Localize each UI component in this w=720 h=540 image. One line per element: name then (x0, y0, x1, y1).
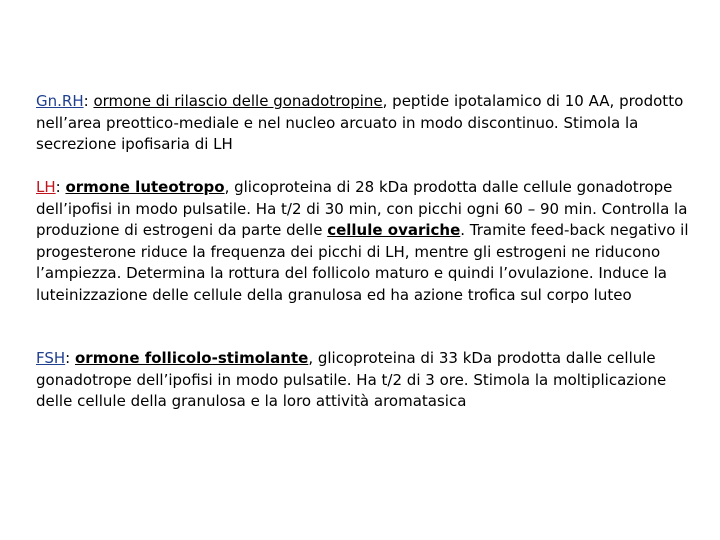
gnrh-colon: : (83, 92, 94, 110)
fsh-colon: : (65, 349, 75, 367)
lh-description-part2: . Tramite feed-back negativo il progesterone riduce la frequenza dei picchi di LH, mentre gli estrogeni ne riducono l’ampiezza. Determina la rottura del follicolo maturo e quindi l’ovulazione. Induce la luteinizzazione delle cellule della granulosa ed ha azione trofica sul corpo luteo (36, 221, 689, 304)
lh-description-part1: , glicoproteina di 28 kDa prodotta dalle cellule gonadotrope dell’ipofisi in modo pulsatile. Ha t/2 di 30 min, con picchi ogni 60 – 90 min. Controlla la produzione di estrogeni da parte delle (36, 178, 688, 239)
fsh-paragraph (36, 348, 696, 413)
fsh-term: FSH (36, 349, 66, 367)
gnrh-name: ormone di rilascio delle gonadotropine (93, 92, 383, 110)
lh-term: LH (36, 178, 56, 196)
lh-paragraph (36, 177, 696, 306)
lh-colon: : (55, 178, 66, 196)
gnrh-description: , peptide ipotalamico di 10 AA, prodotto nell’area preottico-mediale e nel nucleo arcuato in modo discontinuo. Stimola la secrezione ipofisaria di LH (36, 92, 684, 153)
fsh-description: , glicoproteina di 33 kDa prodotta dalle cellule gonadotrope dell’ipofisi in modo pulsatile. Ha t/2 di 3 ore. Stimola la moltiplicazione delle cellule della granulosa e la loro attività aromatasica (36, 349, 667, 410)
gnrh-paragraph (36, 91, 696, 156)
lh-name: ormone luteotropo (65, 178, 225, 196)
fsh-name: ormone follicolo-stimolante (75, 349, 309, 367)
gnrh-term: Gn.RH (36, 92, 84, 110)
lh-bold-term: cellule ovariche (327, 221, 461, 239)
